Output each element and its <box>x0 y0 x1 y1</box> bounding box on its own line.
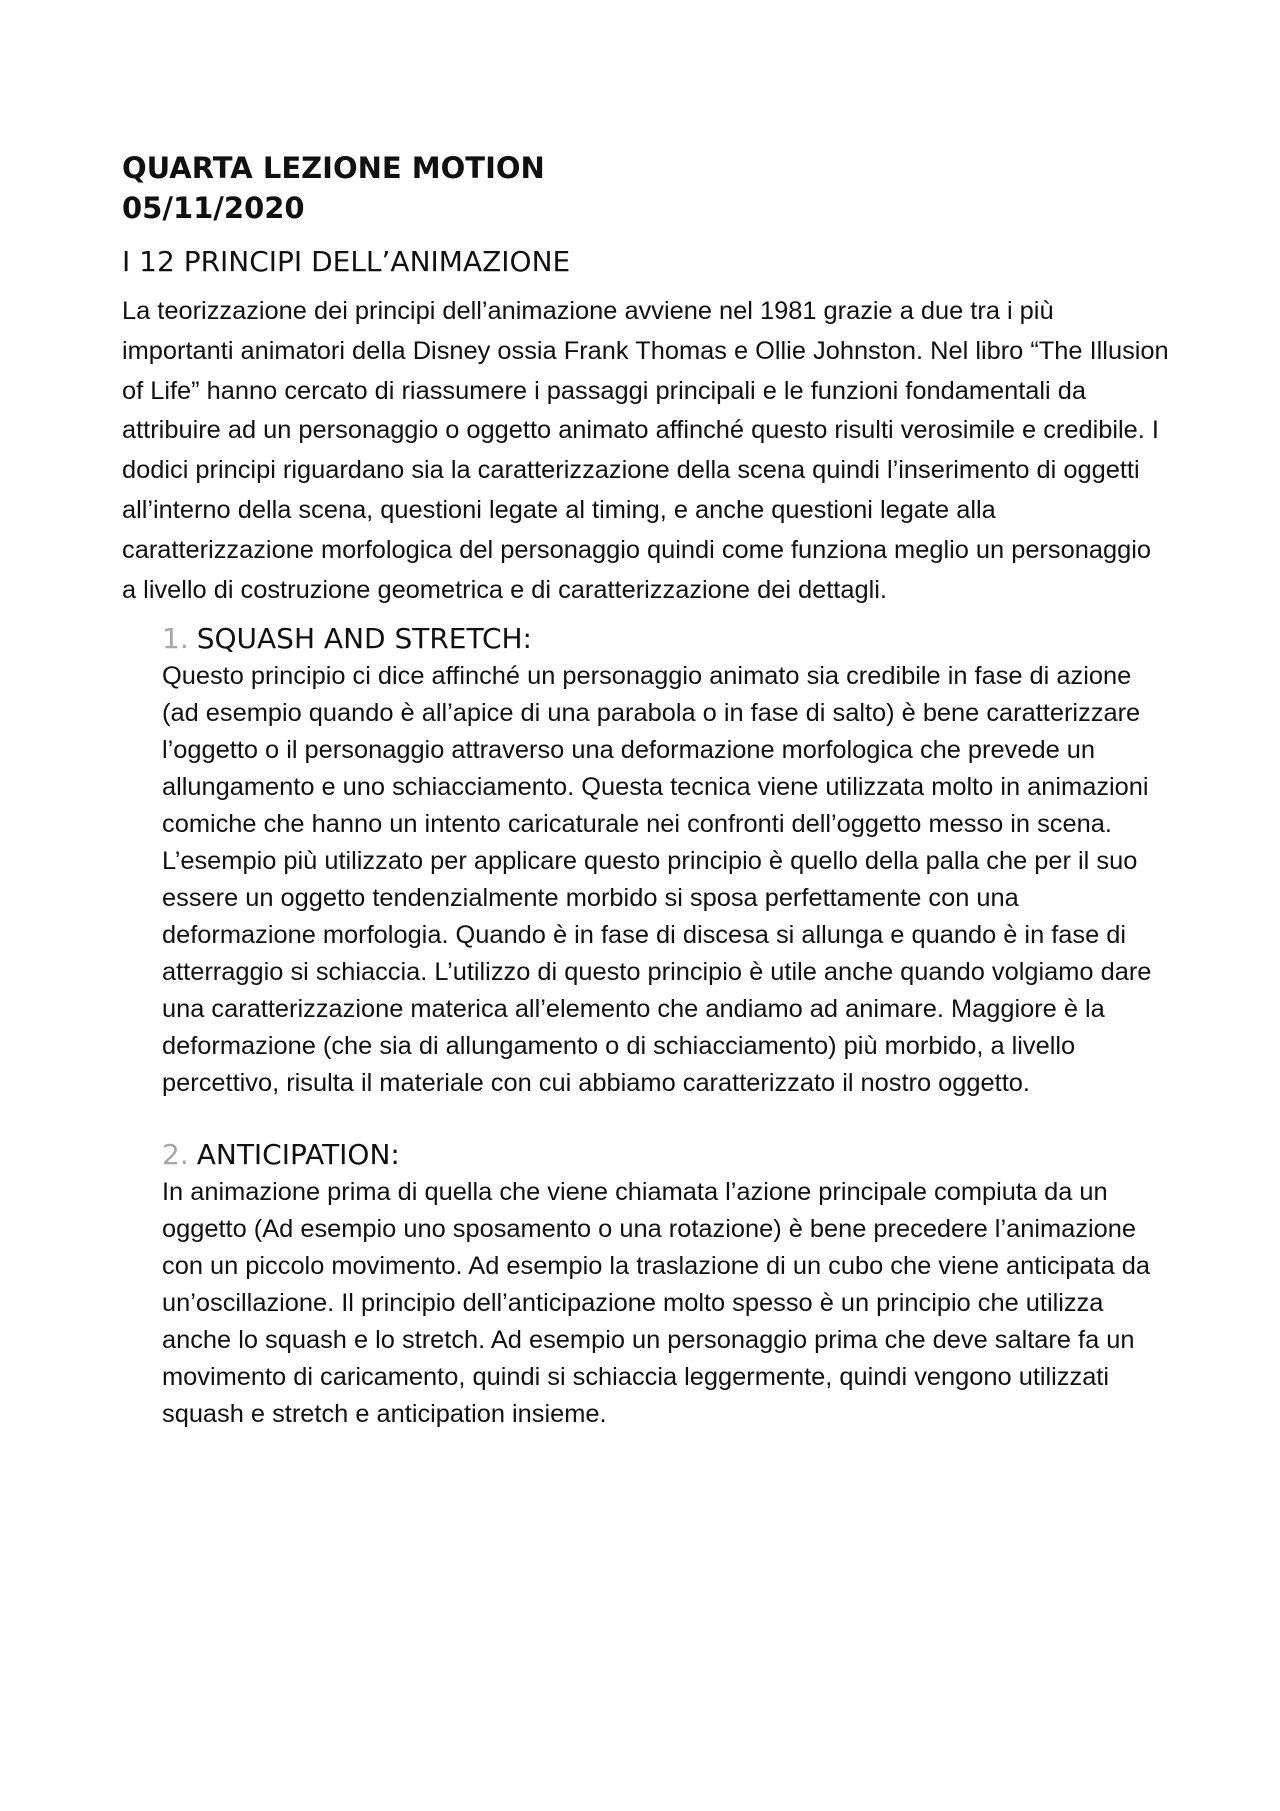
principle-number: 2. <box>162 1138 189 1172</box>
document-title <box>122 148 1172 228</box>
title-line-date: 05/11/2020 <box>122 191 305 225</box>
principle-body: In animazione prima di quella che viene chiamata l’azione principale compiuta da un oggetto (Ad esempio uno sposamento o una rotazione) è bene precedere l’animazione con un piccolo movimento. Ad esempio la traslazione di un cubo che viene anticipata da un’oscillazione. Il principio dell’anticipazione molto spesso è un principio che utilizza anche lo squash e lo stretch. Ad esempio un personaggio prima che deve saltare fa un movimento di caricamento, quindi si schiaccia leggermente, quindi vengono utilizzati squash e stretch e anticipation insieme. <box>162 1178 1151 1429</box>
principle-title: SQUASH AND STRETCH: <box>196 622 532 656</box>
title-line-topic: QUARTA LEZIONE MOTION <box>122 151 545 185</box>
intro-paragraph: La teorizzazione dei principi dell’animazione avviene nel 1981 grazie a due tra i più importanti animatori della Disney ossia Frank Thomas e Ollie Johnston. Nel libro “The Illusion of Life” hanno cercato di riassumere i passaggi principali e le funzioni fondamentali da attribuire ad un personaggio o oggetto animato affinché questo risulti verosimile e credibile. I dodici principi riguardano sia la caratterizzazione della scena quindi l’inserimento di oggetti all’interno della scena, questioni legate al timing, e anche questioni legate alla caratterizzazione morfologica del personaggio quindi come funziona meglio un personaggio a livello di costruzione geometrica e di caratterizzazione dei dettagli. <box>122 297 1169 604</box>
principle-title: ANTICIPATION: <box>196 1138 400 1172</box>
section-heading: I 12 PRINCIPI DELL’ANIMAZIONE <box>122 245 571 278</box>
principle-heading <box>162 1138 1172 1172</box>
principle-body: Questo principio ci dice affinché un personaggio animato sia credibile in fase di azione (ad esempio quando è all’apice di una parabola o in fase di salto) è bene caratterizzare l’oggetto o il personaggio attraverso una deformazione morfologica che prevede un allungamento e uno schiacciamento. Questa tecnica viene utilizzata molto in animazioni comiche che hanno un intento caricaturale nei confronti dell’oggetto messo in scena. L’esempio più utilizzato per applicare questo principio è quello della palla che per il suo essere un oggetto tendenzialmente morbido si sposa perfettamente con una deformazione morfologia. Quando è in fase di discesa si allunga e quando è in fase di atterraggio si schiaccia. L’utilizzo di questo principio è utile anche quando volgiamo dare una caratterizzazione materica all’elemento che andiamo ad animare. Maggiore è la deformazione (che sia di allungamento o di schiacciamento) più morbido, a livello percettivo, risulta il materiale con cui abbiamo caratterizzato il nostro oggetto. <box>162 662 1152 1098</box>
principle-item <box>162 622 1172 1102</box>
principle-item <box>162 1138 1172 1433</box>
principle-heading <box>162 622 1172 656</box>
principle-number: 1. <box>162 622 189 656</box>
document-content <box>122 148 1172 1433</box>
